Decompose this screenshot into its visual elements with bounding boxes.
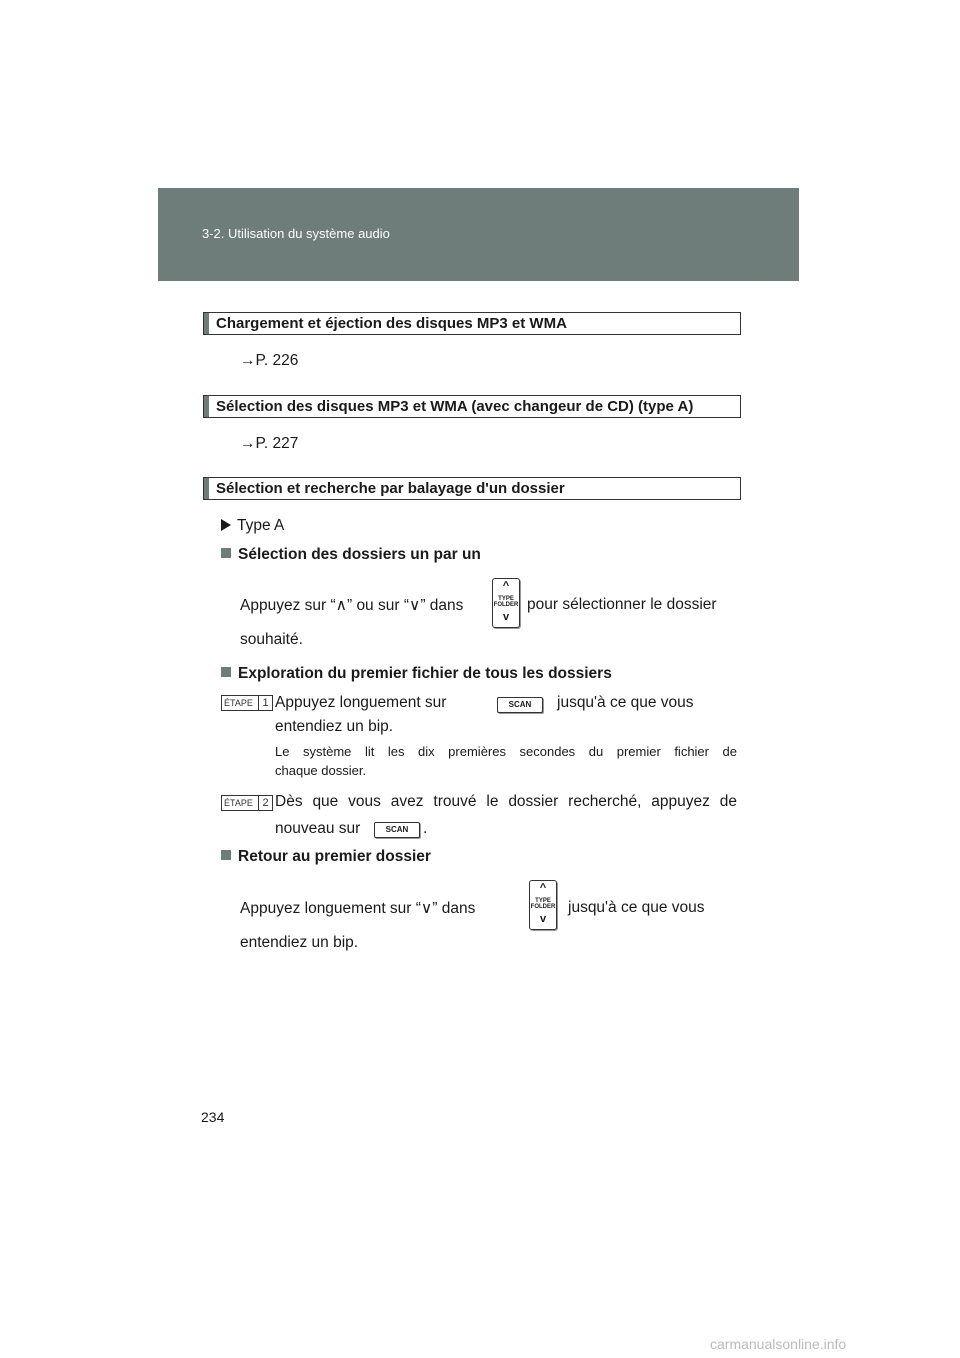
chevron-down-icon: v (502, 611, 510, 623)
step1-after: jusqu'à ce que vous (557, 694, 694, 711)
scan-button-icon: SCAN (374, 822, 420, 838)
type-folder-label: TYPE FOLDER (493, 596, 519, 608)
step-label: ÉTAPE (224, 698, 253, 708)
step-label: ÉTAPE (224, 798, 253, 808)
type-label-text: Type A (237, 517, 285, 534)
type-folder-button-icon (529, 880, 557, 930)
subheading-1-text: Sélection des dossiers un par un (238, 546, 481, 563)
square-bullet-icon (221, 667, 231, 677)
step-number: 2 (258, 796, 272, 810)
step-badge-1 (221, 695, 273, 711)
section-heading-2 (203, 395, 741, 418)
step-number: 1 (258, 696, 272, 710)
step2-line2-before: nouveau sur (275, 820, 361, 837)
section-heading-3-text: Sélection et recherche par balayage d'un dossier (216, 480, 565, 497)
section-heading-1-text: Chargement et éjection des disques MP3 et WMA (216, 315, 567, 332)
sub1-line1-after: pour sélectionner le dossier (527, 596, 717, 613)
type-label (221, 517, 284, 535)
page-number: 234 (201, 1109, 225, 1125)
scan-button-icon: SCAN (497, 697, 543, 713)
subheading-1 (221, 546, 481, 564)
section-heading-1 (203, 312, 741, 335)
note-line-1: Le système lit les dix premières secondes du premier fichier de (275, 744, 737, 759)
type-folder-button-icon (492, 578, 520, 628)
section-heading-2-text: Sélection des disques MP3 et WMA (avec changeur de CD) (type A) (216, 398, 694, 415)
step2-line1: Dès que vous avez trouvé le dossier recherché, appuyez de (275, 793, 737, 810)
step1-line2: entendiez un bip. (275, 718, 394, 735)
header-band (158, 188, 799, 281)
chevron-down-icon: v (539, 913, 547, 925)
subheading-3 (221, 848, 431, 866)
sub3-line1-after: jusqu'à ce que vous (568, 899, 705, 916)
sub3-line1-before: Appuyez longuement sur “∨” dans (240, 900, 476, 917)
page-reference-2[interactable]: →P. 227 (240, 435, 299, 452)
subheading-2-text: Exploration du premier fichier de tous les dossiers (238, 665, 612, 682)
watermark: carmanualsonline.info (710, 1336, 847, 1352)
step-badge-2 (221, 795, 273, 811)
square-bullet-icon (221, 548, 231, 558)
chevron-up-icon: ^ (539, 882, 547, 894)
step1-before: Appuyez longuement sur (275, 694, 447, 711)
page-reference-1[interactable]: →P. 226 (240, 352, 299, 369)
triangle-icon (221, 519, 231, 531)
page-reference-1-text: P. 226 (255, 352, 299, 369)
square-bullet-icon (221, 850, 231, 860)
note-line-2: chaque dossier. (275, 763, 367, 778)
chevron-up-icon: ^ (502, 580, 510, 592)
type-folder-label: TYPE FOLDER (530, 898, 556, 910)
sub1-line1-before: Appuyez sur “∧” ou sur “∨” dans (240, 597, 464, 614)
section-title: 3-2. Utilisation du système audio (202, 226, 390, 241)
sub3-line2: entendiez un bip. (240, 934, 359, 951)
step2-line2-after: . (423, 820, 428, 837)
section-heading-3 (203, 477, 741, 500)
subheading-2 (221, 665, 612, 683)
step1-note (275, 742, 737, 780)
sub1-line2: souhaité. (240, 631, 303, 648)
page-reference-2-text: P. 227 (255, 435, 299, 452)
subheading-3-text: Retour au premier dossier (238, 848, 431, 865)
